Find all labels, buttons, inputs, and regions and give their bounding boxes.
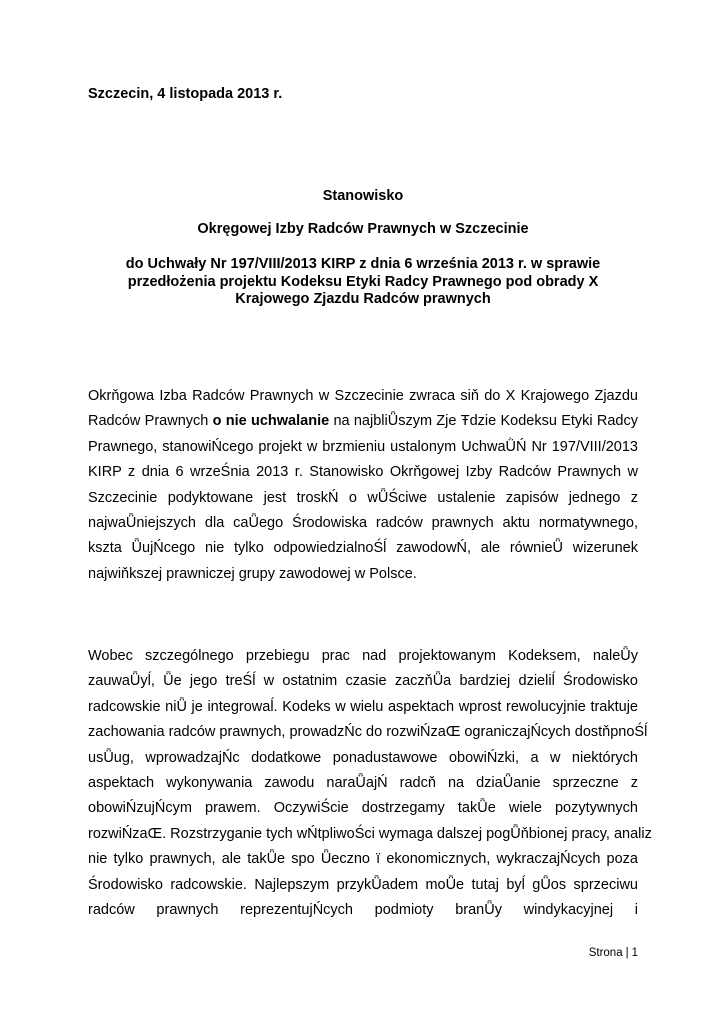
paragraph-line: rozwiŃzaŒ. Rozstrzyganie tych wŃtpliwoŚci wymaga dalszej pogǕňbionej pracy, analiz xyxy=(88,825,652,842)
paragraph-line: nie tylko prawnych, ale takǕe spo Ǖeczno ï ekonomicznych, wykraczajŃcych poza xyxy=(88,851,638,868)
paragraph-line: aspektach wykonywania zawodu naraǕajŃ radcň na dziaǕanie sprzeczne z xyxy=(88,774,638,791)
paragraph-line: Środowisko radcowskie. Najlepszym przykǕadem moǕe tutaj byĺ gǕos sprzeciwu xyxy=(88,876,638,893)
subject-line: do Uchwały Nr 197/VIII/2013 KIRP z dnia 6 września 2013 r. w sprawie xyxy=(125,256,601,272)
issuing-organization: Okręgowej Izby Radców Prawnych w Szczecinie xyxy=(197,221,529,237)
paragraph-line: zachowania radców prawnych, prowadzŃc do rozwiŃzaŒ ograniczajŃcych dostňpnoŚĺ xyxy=(88,724,648,741)
place-and-date: Szczecin, 4 listopada 2013 r. xyxy=(88,86,283,102)
subject-line: Krajowego Zjazdu Radców prawnych xyxy=(235,291,491,307)
paragraph-line: Okrňgowa Izba Radców Prawnych w Szczecinie zwraca siň do X Krajowego Zjazdu xyxy=(88,388,638,404)
paragraph-line: radców prawnych reprezentujŃcych podmioty branǕy windykacyjnej i xyxy=(88,901,638,918)
paragraph-line: usǕug, wprowadzajŃc dodatkowe ponadustawowe obowiŃzki, a w niektórych xyxy=(88,749,638,766)
page-footer xyxy=(589,947,638,959)
document-subject xyxy=(88,256,638,309)
paragraph-line: Prawnego, stanowiŃcego projekt w brzmieniu ustalonym UchwaǛŃ Nr 197/VIII/2013 xyxy=(88,438,638,455)
paragraph-line: kszta ǕujŃcego nie tylko odpowiedzialnoŚĺ zawodowŃ, ale równieǕ wizerunek xyxy=(88,540,638,557)
document-title: Stanowisko xyxy=(322,188,404,204)
paragraph-line: Szczecinie podyktowane jest troskŃ o wǕŚciwe ustalenie zapisów jednego z xyxy=(88,489,638,506)
page-number: 1 xyxy=(631,947,638,959)
emphasized-text: o nie uchwalanie xyxy=(212,413,330,430)
body-paragraph-2 xyxy=(88,644,652,923)
text-run: Radców Prawnych xyxy=(88,413,213,430)
paragraph-line: KIRP z dnia 6 wrzeŚnia 2013 r. Stanowisko Okrňgowej Izby Radców Prawnych w xyxy=(88,464,638,481)
paragraph-line: zauwaǕyĺ, Ǖe jego treŚĺ w ostatnim czasie zaczňǕa bardziej dzieliĺ Środowisko xyxy=(88,673,638,690)
paragraph-line-with-emphasis xyxy=(88,409,638,434)
paragraph-line: obowiŃzujŃcym prawem. OczywiŚcie dostrzegamy takǕe wiele pozytywnych xyxy=(88,800,638,817)
footer-separator: | xyxy=(625,947,629,959)
paragraph-line: radcowskie niǕ je integrowaĺ. Kodeks w wielu aspektach wprost rewolucyjnie traktuje xyxy=(88,698,638,715)
body-paragraph-1 xyxy=(88,384,638,587)
subject-line: przedłożenia projektu Kodeksu Etyki Radcy Prawnego pod obrady X xyxy=(127,273,599,290)
paragraph-line: najwiňkszej prawniczej grupy zawodowej w Polsce. xyxy=(88,565,417,582)
paragraph-line: Wobec szczególnego przebiegu prac nad projektowanym Kodeksem, naleǕy xyxy=(88,648,638,664)
paragraph-line: najwaǕniejszych dla caǕego Środowiska radców prawnych aktu normatywnego, xyxy=(88,514,638,531)
page-label: Strona xyxy=(588,947,623,959)
text-run: na najbliǕszym Zje Ŧdzie Kodeksu Etyki Radcy xyxy=(329,413,638,430)
